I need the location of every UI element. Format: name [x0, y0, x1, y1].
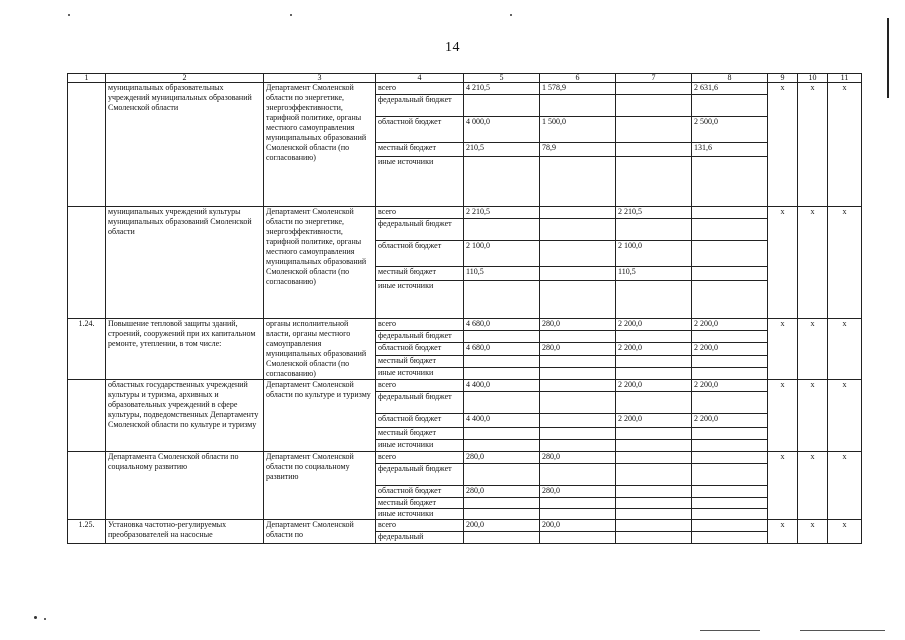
amount-cell [540, 219, 616, 241]
amount-cell [692, 440, 768, 452]
amount-cell: 4 000,0 [464, 117, 540, 143]
x-mark: х [828, 452, 862, 520]
amount-cell: 4 680,0 [464, 343, 540, 355]
x-mark: х [828, 319, 862, 380]
item-name: Повышение тепловой защиты зданий, строений, сооружений при их капитальном ремонте, утеплении, в том числе: [106, 319, 264, 380]
amount-cell: 4 400,0 [464, 380, 540, 392]
amount-cell [540, 267, 616, 281]
amount-cell [692, 267, 768, 281]
amount-cell [616, 486, 692, 498]
amount-cell [692, 486, 768, 498]
amount-cell [692, 520, 768, 532]
amount-cell [540, 157, 616, 207]
scan-foot-line [700, 630, 760, 631]
amount-cell: 2 200,0 [692, 343, 768, 355]
amount-cell: 280,0 [540, 319, 616, 331]
amount-cell [464, 219, 540, 241]
amount-cell [464, 367, 540, 379]
funding-source: федеральный бюджет [376, 331, 464, 343]
amount-cell [464, 498, 540, 509]
amount-cell [540, 428, 616, 440]
amount-cell [616, 157, 692, 207]
x-mark: х [798, 319, 828, 380]
amount-cell [692, 367, 768, 379]
amount-cell: 2 210,5 [616, 207, 692, 219]
amount-cell: 1 578,9 [540, 83, 616, 95]
funding-source: федеральный бюджет [376, 219, 464, 241]
x-mark: х [828, 83, 862, 207]
amount-cell [540, 241, 616, 267]
amount-cell [692, 532, 768, 544]
funding-source: иные источники [376, 281, 464, 319]
amount-cell [616, 498, 692, 509]
amount-cell [692, 219, 768, 241]
page-number: 14 [445, 40, 460, 55]
column-header: 4 [376, 74, 464, 83]
funding-source: местный бюджет [376, 498, 464, 509]
amount-cell [540, 380, 616, 392]
amount-cell: 280,0 [464, 452, 540, 464]
amount-cell [692, 464, 768, 486]
amount-cell: 280,0 [540, 452, 616, 464]
funding-source: областной бюджет [376, 486, 464, 498]
amount-cell [540, 440, 616, 452]
amount-cell: 4 400,0 [464, 414, 540, 428]
funding-source: местный бюджет [376, 143, 464, 157]
funding-source: областной бюджет [376, 414, 464, 428]
x-mark: х [798, 380, 828, 452]
amount-cell [692, 509, 768, 520]
item-number [68, 452, 106, 520]
table-row [68, 452, 862, 464]
funding-source: местный бюджет [376, 267, 464, 281]
amount-cell [616, 83, 692, 95]
amount-cell: 280,0 [464, 486, 540, 498]
amount-cell: 4 210,5 [464, 83, 540, 95]
item-number [68, 83, 106, 207]
amount-cell [692, 95, 768, 117]
scan-foot-line [800, 630, 885, 631]
x-mark: х [798, 207, 828, 319]
header-row [68, 74, 862, 83]
amount-cell: 2 200,0 [616, 343, 692, 355]
funding-source: иные источники [376, 440, 464, 452]
item-name: муниципальных учреждений культуры муниципальных образований Смоленской области [106, 207, 264, 319]
item-number: 1.25. [68, 520, 106, 544]
amount-cell: 280,0 [540, 486, 616, 498]
amount-cell [540, 414, 616, 428]
funding-source: местный бюджет [376, 428, 464, 440]
amount-cell [540, 95, 616, 117]
amount-cell [616, 532, 692, 544]
item-name: областных государственных учреждений культуры и туризма, архивных и образовательных учреждений в сфере культуры, подведомственных Департаменту Смоленской области по культуре и туризму [106, 380, 264, 452]
amount-cell [616, 355, 692, 367]
funding-source: иные источники [376, 367, 464, 379]
scan-speck [68, 14, 70, 16]
item-number [68, 207, 106, 319]
amount-cell [540, 498, 616, 509]
table-row [68, 83, 862, 95]
amount-cell [540, 392, 616, 414]
amount-cell [540, 532, 616, 544]
funding-source: федеральный бюджет [376, 95, 464, 117]
amount-cell [540, 207, 616, 219]
column-header: 2 [106, 74, 264, 83]
amount-cell [616, 143, 692, 157]
amount-cell [616, 509, 692, 520]
amount-cell: 200,0 [540, 520, 616, 532]
column-header: 10 [798, 74, 828, 83]
item-name: Департамента Смоленской области по социальному развитию [106, 452, 264, 520]
amount-cell [616, 281, 692, 319]
amount-cell [616, 464, 692, 486]
funding-source: местный бюджет [376, 355, 464, 367]
amount-cell: 110,5 [616, 267, 692, 281]
funding-source: иные источники [376, 509, 464, 520]
amount-cell [464, 392, 540, 414]
item-executor: Департамент Смоленской области по энергетике, энергоэффективности, тарифной политике, органы местного самоуправления муниципальных образований Смоленской области (по согласованию) [264, 207, 376, 319]
x-mark: х [828, 520, 862, 544]
funding-source: всего [376, 380, 464, 392]
amount-cell [692, 281, 768, 319]
amount-cell: 4 680,0 [464, 319, 540, 331]
x-mark: х [798, 452, 828, 520]
scan-speck [510, 14, 512, 16]
amount-cell [616, 520, 692, 532]
amount-cell [616, 331, 692, 343]
column-header: 7 [616, 74, 692, 83]
x-mark: х [828, 207, 862, 319]
x-mark: х [828, 380, 862, 452]
amount-cell: 210,5 [464, 143, 540, 157]
item-name: Установка частотно-регулируемых преобразователей на насосные [106, 520, 264, 544]
amount-cell [540, 281, 616, 319]
table-row [68, 380, 862, 392]
amount-cell: 2 210,5 [464, 207, 540, 219]
funding-source: областной бюджет [376, 343, 464, 355]
funding-source: всего [376, 520, 464, 532]
funding-source: всего [376, 452, 464, 464]
amount-cell [464, 464, 540, 486]
amount-cell: 2 200,0 [616, 380, 692, 392]
x-mark: х [798, 83, 828, 207]
scan-edge-line [887, 18, 889, 98]
amount-cell [692, 452, 768, 464]
item-number [68, 380, 106, 452]
budget-table [67, 73, 862, 544]
column-header: 3 [264, 74, 376, 83]
x-mark: х [768, 520, 798, 544]
funding-source: всего [376, 83, 464, 95]
amount-cell [692, 392, 768, 414]
amount-cell: 2 200,0 [692, 414, 768, 428]
amount-cell: 2 200,0 [692, 380, 768, 392]
amount-cell: 110,5 [464, 267, 540, 281]
amount-cell [464, 95, 540, 117]
funding-source: всего [376, 207, 464, 219]
item-name: муниципальных образовательных учреждений муниципальных образований Смоленской области [106, 83, 264, 207]
amount-cell [616, 367, 692, 379]
amount-cell [692, 331, 768, 343]
amount-cell [692, 157, 768, 207]
amount-cell [540, 367, 616, 379]
column-header: 6 [540, 74, 616, 83]
amount-cell [540, 355, 616, 367]
item-executor: Департамент Смоленской области по социальному развитию [264, 452, 376, 520]
amount-cell [464, 331, 540, 343]
amount-cell [616, 428, 692, 440]
table-row [68, 520, 862, 532]
amount-cell [464, 157, 540, 207]
amount-cell: 131,6 [692, 143, 768, 157]
amount-cell [616, 117, 692, 143]
item-executor: Департамент Смоленской области по энергетике, энергоэффективности, тарифной политике, органы местного самоуправления муниципальных образований Смоленской области (по согласованию) [264, 83, 376, 207]
item-executor: органы исполнительной власти, органы местного самоуправления муниципальных образований Смоленской области (по согласованию) [264, 319, 376, 380]
amount-cell [464, 428, 540, 440]
amount-cell: 2 200,0 [692, 319, 768, 331]
funding-source: федеральный бюджет [376, 392, 464, 414]
amount-cell: 2 100,0 [464, 241, 540, 267]
item-executor: Департамент Смоленской области по [264, 520, 376, 544]
amount-cell [692, 241, 768, 267]
x-mark: х [798, 520, 828, 544]
amount-cell [464, 355, 540, 367]
amount-cell [464, 440, 540, 452]
table-row [68, 319, 862, 331]
scan-speck [34, 616, 37, 619]
amount-cell: 280,0 [540, 343, 616, 355]
scan-speck [44, 618, 46, 620]
amount-cell: 2 200,0 [616, 319, 692, 331]
amount-cell [692, 355, 768, 367]
amount-cell: 2 200,0 [616, 414, 692, 428]
funding-source: областной бюджет [376, 117, 464, 143]
funding-source: федеральный бюджет [376, 464, 464, 486]
funding-source: федеральный [376, 532, 464, 544]
funding-source: всего [376, 319, 464, 331]
amount-cell [540, 464, 616, 486]
amount-cell [616, 219, 692, 241]
x-mark: х [768, 380, 798, 452]
column-header: 1 [68, 74, 106, 83]
item-executor: Департамент Смоленской области по культуре и туризму [264, 380, 376, 452]
amount-cell [692, 207, 768, 219]
column-header: 11 [828, 74, 862, 83]
x-mark: х [768, 319, 798, 380]
column-header: 5 [464, 74, 540, 83]
table-row [68, 207, 862, 219]
amount-cell: 2 500,0 [692, 117, 768, 143]
amount-cell [616, 452, 692, 464]
x-mark: х [768, 452, 798, 520]
funding-source: иные источники [376, 157, 464, 207]
amount-cell [540, 331, 616, 343]
column-header: 8 [692, 74, 768, 83]
amount-cell: 2 100,0 [616, 241, 692, 267]
x-mark: х [768, 83, 798, 207]
amount-cell [464, 509, 540, 520]
funding-source: областной бюджет [376, 241, 464, 267]
x-mark: х [768, 207, 798, 319]
amount-cell [616, 392, 692, 414]
scan-speck [290, 14, 292, 16]
amount-cell: 1 500,0 [540, 117, 616, 143]
item-number: 1.24. [68, 319, 106, 380]
column-header: 9 [768, 74, 798, 83]
amount-cell: 2 631,6 [692, 83, 768, 95]
amount-cell [692, 498, 768, 509]
amount-cell: 200,0 [464, 520, 540, 532]
amount-cell [616, 95, 692, 117]
amount-cell [540, 509, 616, 520]
amount-cell [692, 428, 768, 440]
amount-cell [616, 440, 692, 452]
amount-cell [464, 532, 540, 544]
amount-cell: 78,9 [540, 143, 616, 157]
amount-cell [464, 281, 540, 319]
